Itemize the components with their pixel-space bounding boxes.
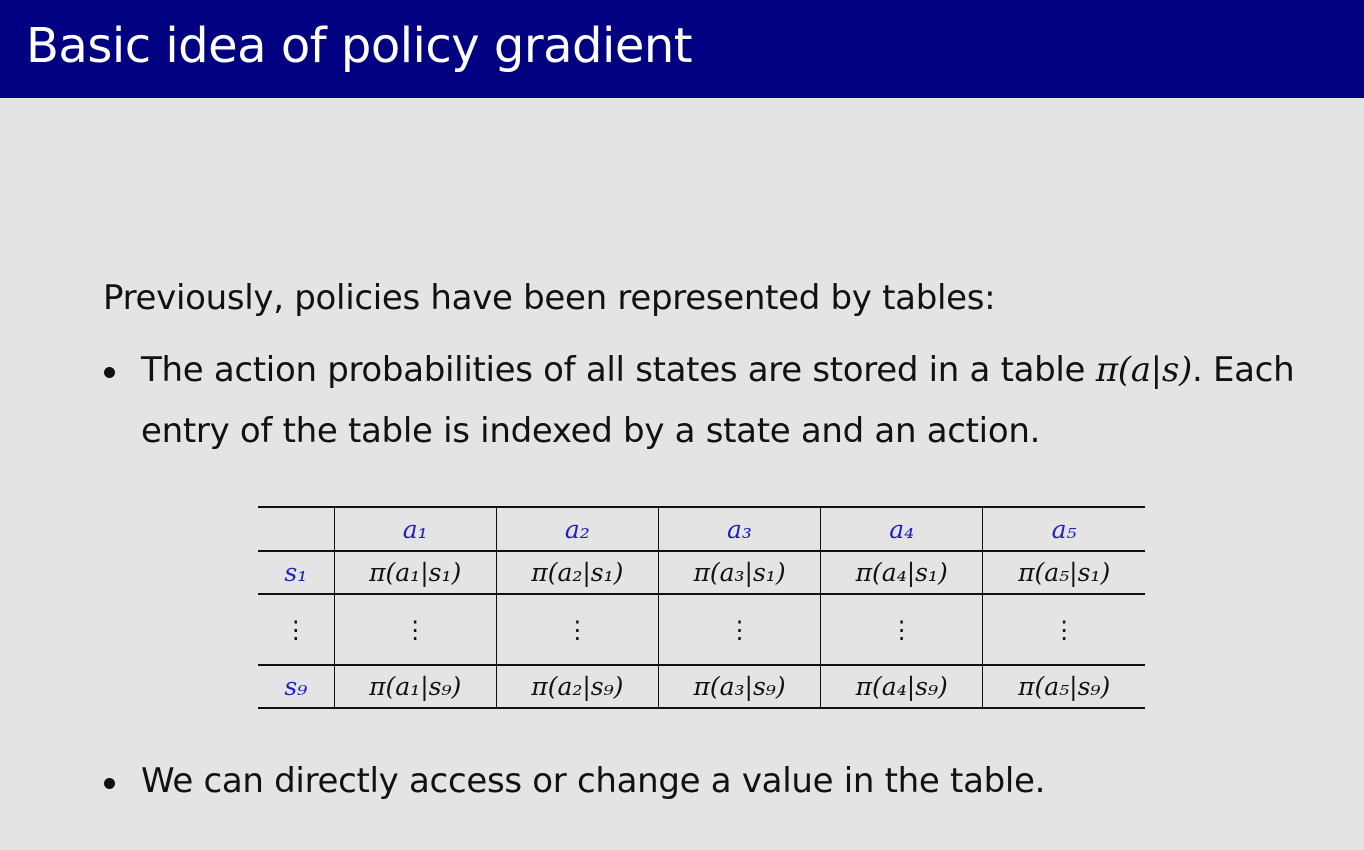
policy-cell: π(a₃|s₁) bbox=[658, 551, 820, 594]
vertical-ellipsis: ⋮ bbox=[565, 616, 590, 644]
bullet-1-text-after: . Each bbox=[1191, 350, 1295, 390]
state-ellipsis bbox=[258, 594, 334, 665]
policy-cell-ellipsis bbox=[334, 594, 496, 665]
vertical-ellipsis: ⋮ bbox=[1052, 616, 1077, 644]
action-header: a₅ bbox=[983, 507, 1145, 551]
slide-title: Basic idea of policy gradient bbox=[26, 18, 693, 74]
table-corner-cell bbox=[258, 507, 334, 551]
policy-cell: π(a₁|s₁) bbox=[334, 551, 496, 594]
bullet-1-math: π(a|s) bbox=[1095, 350, 1192, 390]
action-header: a₁ bbox=[334, 507, 496, 551]
bullet-dot-2 bbox=[104, 778, 115, 789]
table-row bbox=[258, 551, 1145, 594]
policy-cell: π(a₅|s₉) bbox=[983, 665, 1145, 708]
state-header: s₁ bbox=[258, 551, 334, 594]
action-header: a₃ bbox=[658, 507, 820, 551]
table-row bbox=[258, 665, 1145, 708]
action-header: a₄ bbox=[821, 507, 983, 551]
policy-cell: π(a₂|s₁) bbox=[496, 551, 658, 594]
policy-cell: π(a₄|s₁) bbox=[821, 551, 983, 594]
bullet-2: We can directly access or change a value in the table. bbox=[141, 761, 1046, 801]
policy-cell-ellipsis bbox=[821, 594, 983, 665]
state-header: s₉ bbox=[258, 665, 334, 708]
intro-text: Previously, policies have been represented by tables: bbox=[103, 278, 996, 318]
action-header: a₂ bbox=[496, 507, 658, 551]
vertical-ellipsis: ⋮ bbox=[403, 616, 428, 644]
title-bar bbox=[0, 0, 1364, 98]
policy-cell: π(a₄|s₉) bbox=[821, 665, 983, 708]
bullet-dot-1 bbox=[104, 367, 115, 378]
table-row bbox=[258, 594, 1145, 665]
vertical-ellipsis: ⋮ bbox=[283, 616, 308, 644]
policy-cell: π(a₂|s₉) bbox=[496, 665, 658, 708]
vertical-ellipsis: ⋮ bbox=[727, 616, 752, 644]
policy-cell: π(a₁|s₉) bbox=[334, 665, 496, 708]
policy-cell-ellipsis bbox=[496, 594, 658, 665]
table-header-row bbox=[258, 507, 1145, 551]
bullet-1-text-before: The action probabilities of all states are stored in a table bbox=[141, 350, 1096, 390]
policy-cell: π(a₅|s₁) bbox=[983, 551, 1145, 594]
policy-cell-ellipsis bbox=[658, 594, 820, 665]
bullet-1-line-2: entry of the table is indexed by a state and an action. bbox=[141, 411, 1041, 451]
vertical-ellipsis: ⋮ bbox=[889, 616, 914, 644]
policy-cell: π(a₃|s₉) bbox=[658, 665, 820, 708]
policy-table bbox=[258, 506, 1145, 709]
bullet-1-line-1 bbox=[141, 350, 1294, 390]
policy-cell-ellipsis bbox=[983, 594, 1145, 665]
